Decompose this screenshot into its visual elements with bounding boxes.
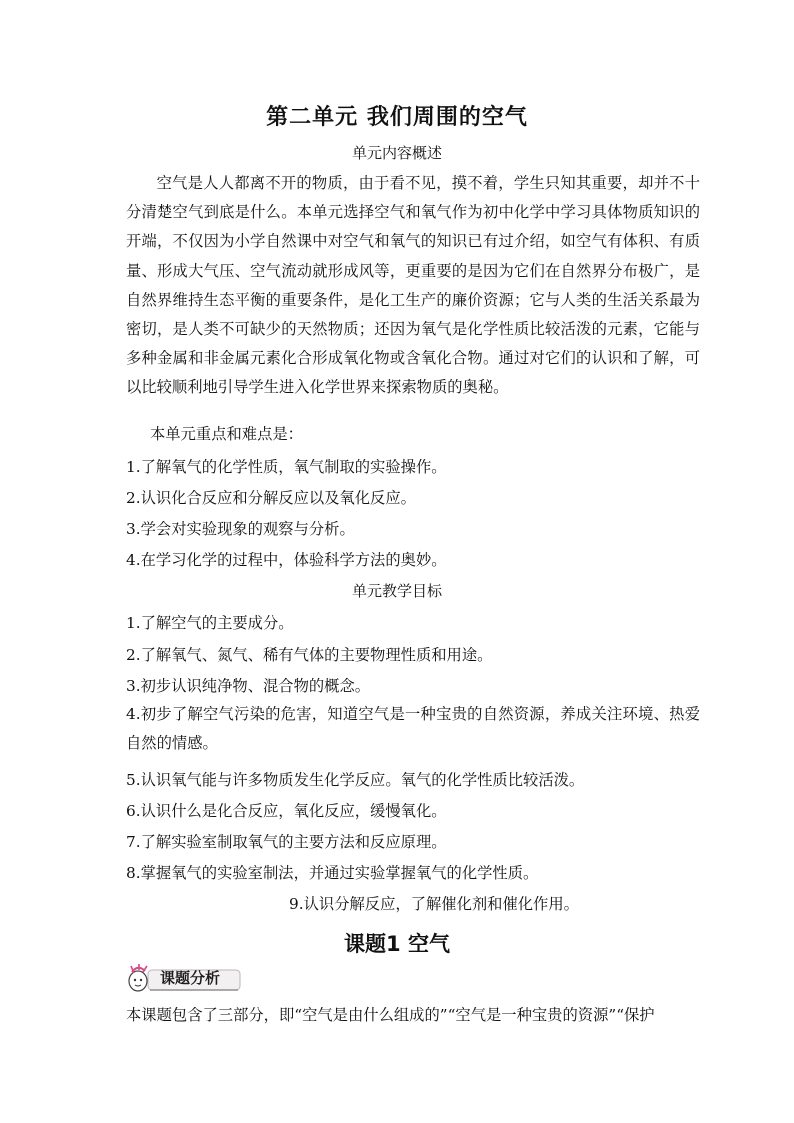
lesson-title: 课题1 空气 (344, 932, 450, 956)
objective-item: 7.了解实验室制取氧气的主要方法和反应原理。 (126, 833, 447, 851)
objectives-heading: 单元教学目标 (351, 582, 442, 600)
overview-paragraph: 空气是人人都离不开的物质，由于看不见，摸不着，学生只知其重要，却并不十分清楚空气到底是什么。本单元选择空气和氧气作为初中化学中学习具体物质知识的开端，不仅因为小学自然课中对空气和氧气的知识已有过介绍，如空气有体积、有质量、形成大气压、空气流动就形成风等，更重要的是因为它们在自然界分布极广，是自然界维持生态平衡的重要条件，是化工生产的廉价资源；它与人类的生活关系最为密切，是人类不可缺少的天然物质；还因为氧气是化学性质比较活泼的元素，它能与多种金属和非金属元素化合形成氧化物或含氧化合物。通过对它们的认识和了解，可以比较顺利地引导学生进入化学世界来探索物质的奥秘。 (126, 174, 700, 397)
objective-item: 5.认识氧气能与许多物质发生化学反应。氧气的化学性质比较活泼。 (126, 771, 585, 789)
unit-title: 第二单元 我们周围的空气 (266, 105, 528, 130)
lesson-analysis-label: 课题分析 (160, 969, 221, 987)
objective-item: 4.初步了解空气污染的危害，知道空气是一种宝贵的自然资源，养成关注环境、热爱自然的情感。 (126, 705, 700, 753)
key-point-item: 2.认识化合反应和分解反应以及氧化反应。 (126, 489, 416, 507)
objective-item: 1.了解空气的主要成分。 (126, 614, 294, 632)
objective-item: 2.了解氧气、氮气、稀有气体的主要物理性质和用途。 (126, 646, 493, 664)
lesson-paragraph: 本课题包含了三部分，即“空气是由什么组成的”“空气是一种宝贵的资源”“保护 (126, 1006, 655, 1024)
key-point-item: 4.在学习化学的过程中，体验科学方法的奥妙。 (126, 551, 447, 569)
objective-item: 3.初步认识纯净物、混合物的概念。 (126, 677, 371, 695)
key-point-item: 1.了解氧气的化学性质，氧气制取的实验操作。 (126, 458, 447, 476)
key-point-item: 3.学会对实验现象的观察与分析。 (126, 520, 355, 538)
key-points-intro: 本单元重点和难点是： (150, 425, 303, 443)
objective-item: 9.认识分解反应，了解催化剂和催化作用。 (289, 895, 579, 913)
overview-heading: 单元内容概述 (351, 144, 442, 162)
objective-item: 8.掌握氧气的实验室制法，并通过实验掌握氧气的化学性质。 (126, 864, 539, 882)
objective-item: 6.认识什么是化合反应，氧化反应，缓慢氧化。 (126, 802, 447, 820)
